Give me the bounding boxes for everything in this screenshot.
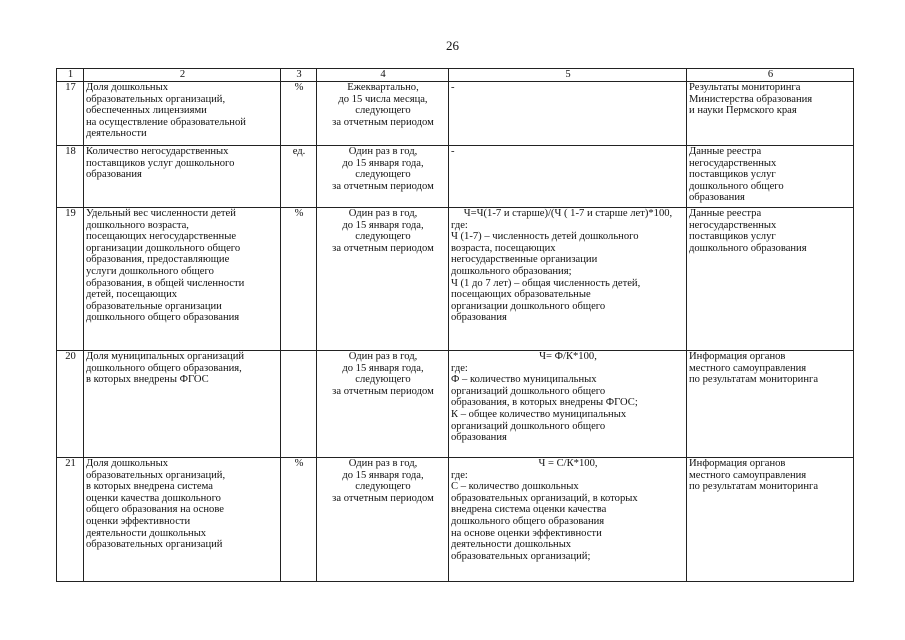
cell-text-line: общего образования на основе [86,504,224,516]
cell-text-line: негосударственные организации [451,254,598,266]
cell-text-line: Количество негосударственных [86,146,229,157]
cell-text-line: обеспеченных лицензиями [86,105,207,117]
cell-text-line: на основе оценки эффективности [451,527,602,539]
cell-text-line: в которых внедрена система [86,481,213,493]
cell-text-line: оценки эффективности [86,515,191,527]
cell-text-line: поставщиков услуг [689,169,776,181]
cell-text-line: возраста, посещающих [451,242,556,254]
cell-text-line: Доля дошкольных [86,458,169,469]
cell-text-line: следующего [355,481,411,493]
unit-text: ед. [292,146,306,157]
cell-text-line: за отчетным периодом [332,242,434,254]
calculation-formula [449,458,687,582]
formula-title: Ч= Ф/К*100, [539,351,597,362]
cell-text-line: образовательных организаций [86,539,223,551]
column-header: 3 [281,69,317,82]
table-row [57,146,854,208]
cell-text-line: следующего [355,231,411,243]
formula-title: Ч=Ч(1-7 и старше)/(Ч ( 1-7 и старше лет)*100, [463,208,673,219]
cell-text-line: до 15 января года, [342,362,424,374]
cell-text-line: Доля дошкольных [86,82,169,93]
cell-text-line: образования [689,192,745,204]
cell-text-line: К – общее количество муниципальных [451,408,627,420]
column-header: 1 [57,69,84,82]
calculation-formula [449,82,687,146]
cell-text-line: следующего [355,374,411,386]
unit-of-measure [281,351,317,458]
row-number [57,458,84,582]
cell-text-line: в которых внедрены ФГОС [86,374,209,386]
cell-text-line: оценки качества дошкольного [86,492,221,504]
row-number [57,351,84,458]
cell-text-line: местного самоуправления [689,469,807,481]
cell-text-line: дошкольного общего образования [451,515,605,527]
cell-text-line: где: [451,362,468,374]
cell-text-line: образовательных организаций, [86,93,226,105]
column-header: 2 [84,69,281,82]
row-number [57,146,84,208]
cell-text-line: - [451,82,455,93]
reporting-period [317,208,449,351]
row-number-text: 19 [65,208,76,219]
table-row [57,458,854,582]
cell-text-line: Один раз в год, [348,458,418,469]
cell-text-line: негосударственных [689,219,777,231]
cell-text-line: дошкольного образования [689,242,807,254]
cell-text-line: за отчетным периодом [332,180,434,192]
cell-text-line: Доля муниципальных организаций [86,351,245,362]
cell-text-line: внедрена система оценки качества [451,504,607,516]
cell-text-line: образования, в общей численности [86,277,245,289]
cell-text-line: Ф – количество муниципальных [451,374,597,386]
cell-text-line: С – количество дошкольных [451,481,579,493]
cell-text-line: где: [451,469,468,481]
cell-text-line: следующего [355,169,411,181]
cell-text-line: образования, предоставляющие [86,254,230,266]
row-number [57,208,84,351]
indicator-name [84,208,281,351]
cell-text-line: детей, посещающих [86,289,178,301]
cell-text-line: организации дошкольного общего [451,300,606,312]
cell-text-line: Один раз в год, [348,351,418,362]
cell-text-line: за отчетным периодом [332,492,434,504]
cell-text-line: поставщиков услуг дошкольного [86,157,235,169]
cell-text-line: за отчетным периодом [332,116,434,128]
row-number-text: 21 [65,458,76,469]
cell-text-line: посещающих образовательные [451,289,591,301]
cell-text-line: Удельный вес численности детей [86,208,236,219]
cell-text-line: по результатам мониторинга [689,481,819,493]
cell-text-line: образования [451,432,507,444]
data-source [687,208,854,351]
column-header: 4 [317,69,449,82]
indicator-name [84,458,281,582]
cell-text-line: местного самоуправления [689,362,807,374]
cell-text-line: образования, в которых внедрены ФГОС; [451,397,638,409]
cell-text-line: Ч (1-7) – численность детей дошкольного [451,231,639,243]
cell-text-line: Ежеквартально, [347,82,419,93]
unit-text: % [294,208,304,219]
table-row [57,82,854,146]
data-source [687,146,854,208]
cell-text-line: до 15 января года, [342,469,424,481]
cell-text-line: до 15 января года, [342,219,424,231]
cell-text-line: до 15 января года, [342,157,424,169]
page-number: 26 [446,38,459,53]
row-number-text: 20 [65,351,76,362]
column-header: 5 [449,69,687,82]
cell-text-line: образовательные организации [86,300,222,312]
unit-text: % [294,458,304,469]
cell-text-line: Результаты мониторинга [689,82,801,93]
row-number-text: 18 [65,146,76,157]
cell-text-line: организации дошкольного общего [86,242,241,254]
cell-text-line: дошкольного образования; [451,265,572,277]
reporting-period [317,458,449,582]
cell-text-line: дошкольного возраста, [86,219,189,231]
cell-text-line: образовательных организаций, в которых [451,492,638,504]
cell-text-line: дошкольного общего образования, [86,362,242,374]
cell-text-line: и науки Пермского края [689,105,797,117]
cell-text-line: Информация органов [689,351,786,362]
unit-of-measure [281,146,317,208]
data-source [687,351,854,458]
cell-text-line: Один раз в год, [348,146,418,157]
unit-of-measure [281,208,317,351]
cell-text-line: дошкольного общего образования [86,312,240,324]
unit-of-measure [281,82,317,146]
cell-text-line: по результатам мониторинга [689,374,819,386]
reporting-period [317,351,449,458]
calculation-formula [449,351,687,458]
data-source [687,82,854,146]
cell-text-line: образования [451,312,507,324]
cell-text-line: негосударственных [689,157,777,169]
cell-text-line: Информация органов [689,458,786,469]
row-number-text: 17 [65,82,76,93]
cell-text-line: Один раз в год, [348,208,418,219]
cell-text-line: - [451,146,455,157]
reporting-period [317,146,449,208]
unit-of-measure [281,458,317,582]
table-row [57,208,854,351]
cell-text-line: образовательных организаций; [451,550,591,562]
cell-text-line: на осуществление образовательной [86,116,246,128]
cell-text-line: поставщиков услуг [689,231,776,243]
indicator-name [84,351,281,458]
indicator-name [84,82,281,146]
cell-text-line: деятельности дошкольных [451,539,572,551]
cell-text-line: до 15 числа месяца, [338,93,428,105]
indicator-name [84,146,281,208]
cell-text-line: организаций дошкольного общего [451,420,606,432]
cell-text-line: следующего [355,105,411,117]
cell-text-line: деятельности дошкольных [86,527,207,539]
row-number [57,82,84,146]
cell-text-line: где: [451,219,468,231]
cell-text-line: дошкольного общего [689,180,784,192]
column-header: 6 [687,69,854,82]
cell-text-line: образования [86,169,142,181]
indicators-table [56,68,854,582]
calculation-formula [449,208,687,351]
calculation-formula [449,146,687,208]
cell-text-line: Данные реестра [689,208,762,219]
data-source [687,458,854,582]
cell-text-line: услуги дошкольного общего [86,265,214,277]
reporting-period [317,82,449,146]
formula-title: Ч = С/К*100, [538,458,598,469]
cell-text-line: Данные реестра [689,146,762,157]
cell-text-line: Ч (1 до 7 лет) – общая численность детей, [451,277,641,289]
cell-text-line: посещающих негосударственные [86,231,237,243]
cell-text-line: за отчетным периодом [332,385,434,397]
unit-text: % [294,82,304,93]
header-row [57,69,854,82]
cell-text-line: организаций дошкольного общего [451,385,606,397]
cell-text-line: деятельности [86,128,147,140]
cell-text-line: Министерства образования [689,93,813,105]
cell-text-line: образовательных организаций, [86,469,226,481]
table-row [57,351,854,458]
